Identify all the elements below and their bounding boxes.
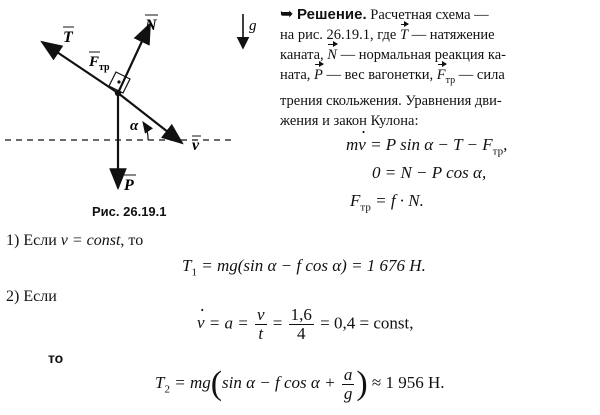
case2-to: то bbox=[48, 350, 64, 366]
right-angle-dot bbox=[117, 80, 120, 83]
case1-condition bbox=[6, 232, 143, 250]
case1-T-sub: 1 bbox=[191, 266, 197, 279]
solution-line-5: трения скольжения. Уравнения дви- bbox=[280, 92, 502, 109]
solution-block bbox=[280, 5, 506, 131]
frac-1.6-4: $\frac{1,6}{4}$ bbox=[290, 305, 312, 343]
equation-1: mv · = P $\sin \alpha - T - F_{тр}$, bbox=[346, 135, 507, 157]
solution-line-3 bbox=[280, 45, 506, 65]
force-diagram bbox=[0, 0, 240, 230]
arrow-icon: ➥ bbox=[280, 6, 294, 23]
label-F-sub: тр bbox=[99, 62, 110, 73]
case2-T: T bbox=[155, 372, 165, 392]
label-N: N bbox=[145, 17, 157, 34]
label-alpha: α bbox=[130, 118, 139, 134]
line3-text: каната, bbox=[280, 47, 324, 63]
eq1-rhs: = P sin α − T − F bbox=[370, 135, 493, 154]
solution-line-1 bbox=[280, 5, 506, 25]
alpha-arc bbox=[143, 122, 148, 140]
figure-caption: Рис. 26.19.1 bbox=[92, 204, 167, 219]
solution-line-2 bbox=[280, 25, 506, 45]
line2-text: на рис. 26.19.1, где bbox=[280, 27, 397, 43]
solution-line-6: жения и закон Кулона: bbox=[280, 112, 419, 129]
case2-vdot: v · bbox=[197, 313, 205, 333]
velocity-arrow bbox=[118, 93, 182, 143]
solution-line-4: ната, P — вес вагонетки, $F_{тр}$ — сила bbox=[280, 67, 505, 86]
vec-N: N bbox=[327, 47, 337, 63]
case2-T-inner: sin α − f cos α + bbox=[222, 372, 340, 392]
case1-label: 1) Если bbox=[6, 232, 57, 249]
gravity-indicator bbox=[235, 10, 265, 55]
case2-condition: 2) Если bbox=[6, 288, 57, 305]
label-P: P bbox=[124, 177, 134, 194]
line1-text: Расчетная схема — bbox=[366, 7, 489, 23]
eq3-F: F bbox=[350, 191, 361, 210]
vec-P: P bbox=[314, 67, 323, 83]
line4-text: ната, bbox=[280, 67, 311, 83]
case1-formula bbox=[182, 256, 426, 278]
vec-T: T bbox=[399, 27, 409, 43]
case2-mid: = a = bbox=[204, 313, 253, 333]
label-g: g bbox=[249, 18, 257, 34]
frac-v-t: $\frac{v}{t}$ bbox=[257, 305, 265, 343]
case2-T-rhs: ≈ 1 956 Н. bbox=[367, 372, 445, 392]
line4-text-b: — вес вагонетки, bbox=[322, 67, 434, 83]
case2-T-formula: $T_2 = mg(\sin$ α − f cos α + $\frac{a}{g}$ ) ≈ 1 956 Н. bbox=[155, 364, 445, 403]
case1-rhs: = mg(sin α − f cos α) = 1 676 Н. bbox=[196, 256, 426, 275]
contact-point bbox=[115, 90, 121, 96]
case1-tail: , то bbox=[120, 232, 144, 249]
equation-2: 0 = N − P cos α, bbox=[372, 163, 487, 182]
label-T: T bbox=[63, 29, 73, 46]
label-v: v bbox=[192, 137, 200, 154]
label-F: F bbox=[89, 54, 100, 70]
case2-rhs: = 0,4 = const, bbox=[320, 313, 414, 333]
line3-text-b: — нормальная реакция ка- bbox=[336, 47, 506, 63]
eq1-lhs: mv · bbox=[346, 135, 366, 154]
case1-T: T bbox=[182, 256, 192, 275]
eq3-rhs: = f · N. bbox=[375, 191, 424, 210]
line2-text-b: — натяжение bbox=[408, 27, 495, 43]
normal-arrow bbox=[118, 24, 150, 93]
frac-a-g: $\frac{a}{g}$ bbox=[343, 364, 353, 403]
case2-formula: v · = a = $\frac{v}{t}$ = $\frac{1,6}{4}$ = 0,4 = const, bbox=[197, 306, 413, 343]
case1-cond: v = const bbox=[56, 232, 121, 249]
vec-F: F bbox=[436, 67, 446, 83]
equation-3: $F_{тр} = f \cdot N$. bbox=[350, 191, 424, 214]
case2-T-sub: 2 bbox=[164, 383, 170, 396]
solution-heading: Решение. bbox=[297, 6, 367, 23]
line4-text-c: — сила bbox=[455, 67, 505, 83]
case2-T-mid: = mg bbox=[169, 372, 211, 392]
